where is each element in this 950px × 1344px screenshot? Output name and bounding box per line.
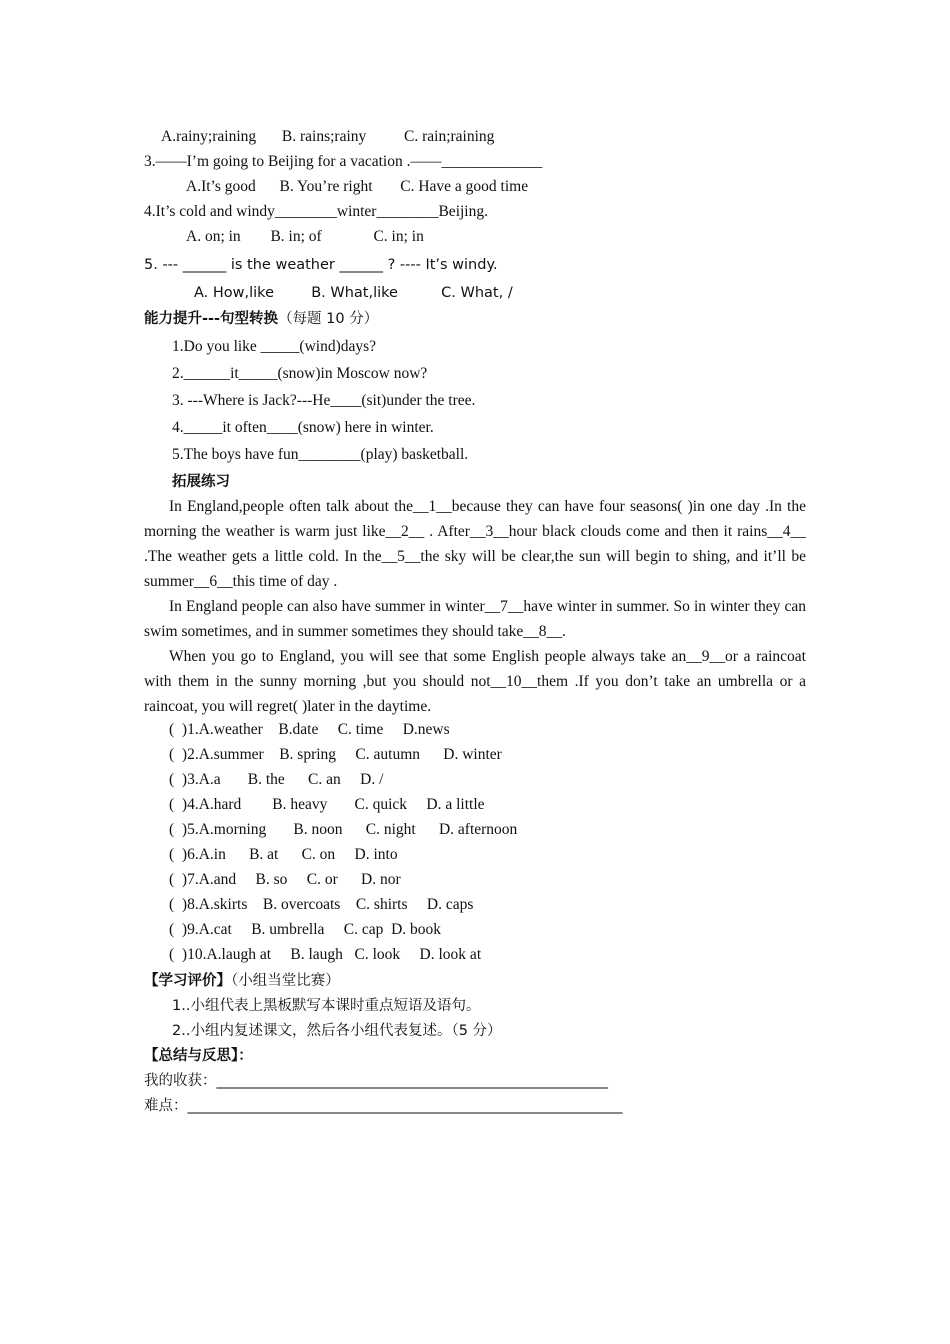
cloze-option-8: ( )8.A.skirts B. overcoats C. shirts D. caps <box>169 896 474 913</box>
q5-option-a: A. How,like <box>194 285 274 301</box>
q2-options <box>161 127 494 147</box>
gain-line: 我的收获：______________________________________________________ <box>144 1073 608 1089</box>
q2-option-a: A.rainy;raining <box>161 128 257 145</box>
cloze-option-10: ( )10.A.laugh at B. laugh C. look D. look at <box>169 946 482 963</box>
q4-option-c: C. in; in <box>373 228 424 245</box>
cloze-option-4: ( )4.A.hard B. heavy C. quick D. a little <box>169 796 485 813</box>
q3-option-b: B. You’re right <box>279 178 373 195</box>
eval-title: 【学习评价】 <box>144 973 231 989</box>
section-extend-title: 拓展练习 <box>172 474 230 490</box>
q3-options <box>186 177 528 197</box>
cloze-option-9: ( )9.A.cat B. umbrella C. cap D. book <box>169 921 442 938</box>
q4-option-b: B. in; of <box>270 228 322 245</box>
summary-title: 【总结与反思】： <box>144 1048 253 1064</box>
q5-option-c: C. What, / <box>441 285 513 301</box>
cloze-option-3: ( )3.A.a B. the C. an D. / <box>169 771 384 788</box>
transform-item-3: 3. ---Where is Jack?---He____(sit)under the tree. <box>172 392 476 409</box>
transform-item-2: 2.______it_____(snow)in Moscow now? <box>172 365 428 382</box>
passage-paragraph-2: In England people can also have summer in winter__7__have winter in summer. So in winter they can swim sometimes, and in summer sometimes they should take__8__. <box>144 598 806 640</box>
eval-note: （小组当堂比赛） <box>231 973 340 989</box>
transform-item-1: 1.Do you like _____(wind)days? <box>172 338 377 355</box>
section-transform-title: 能力提升---句型转换 <box>144 311 279 327</box>
q4-options <box>186 227 424 247</box>
passage-paragraph-1: In England,people often talk about the__1__because they can have four seasons( )in one day .In the morning the weather is warm just like__2__ . After__3__hour black clouds come and then it rains__4__ .The weather gets a little cold. In the__5__the sky will be clear,the sun will begin to shing, and it’ll be summer__6__this time of day . <box>144 498 806 590</box>
cloze-option-6: ( )6.A.in B. at C. on D. into <box>169 846 398 863</box>
q3-stem: 3.——I’m going to Beijing for a vacation .——_____________ <box>144 153 543 170</box>
cloze-option-7: ( )7.A.and B. so C. or D. nor <box>169 871 401 888</box>
cloze-option-5: ( )5.A.morning B. noon C. night D. afternoon <box>169 821 518 838</box>
section-transform-heading <box>144 309 378 329</box>
q4-stem: 4.It’s cold and windy________winter________Beijing. <box>144 203 488 220</box>
transform-item-4: 4._____it often____(snow) here in winter. <box>172 419 434 436</box>
q2-option-c: C. rain;raining <box>404 128 495 145</box>
q2-option-b: B. rains;rainy <box>281 128 367 145</box>
q5-options <box>194 283 513 303</box>
section-transform-score: （每题 10 分） <box>278 311 379 327</box>
q5-stem: 5. --- ______ is the weather ______ ? ---- It’s windy. <box>144 257 498 273</box>
eval-item-2: 2..小组内复述课文，然后各小组代表复述。（5 分） <box>172 1023 502 1039</box>
eval-heading <box>144 971 340 991</box>
cloze-option-2: ( )2.A.summer B. spring C. autumn D. winter <box>169 746 502 763</box>
q5-option-b: B. What,like <box>311 285 398 301</box>
q3-option-a: A.It’s good <box>186 178 256 195</box>
eval-item-1: 1..小组代表上黑板默写本课时重点短语及语句。 <box>172 998 481 1014</box>
difficulty-line: 难点：____________________________________________________________ <box>144 1098 623 1114</box>
passage-paragraph-3: When you go to England, you will see that some English people always take an__9__or a raincoat with them in the sunny morning ,but you should not__10__them .If you don’t take an umbrella or a raincoat, you will regret( )later in the daytime. <box>144 648 806 715</box>
q4-option-a: A. on; in <box>186 228 241 245</box>
transform-item-5: 5.The boys have fun________(play) basketball. <box>172 446 469 463</box>
cloze-option-1: ( )1.A.weather B.date C. time D.news <box>169 721 450 738</box>
q3-option-c: C. Have a good time <box>400 178 529 195</box>
